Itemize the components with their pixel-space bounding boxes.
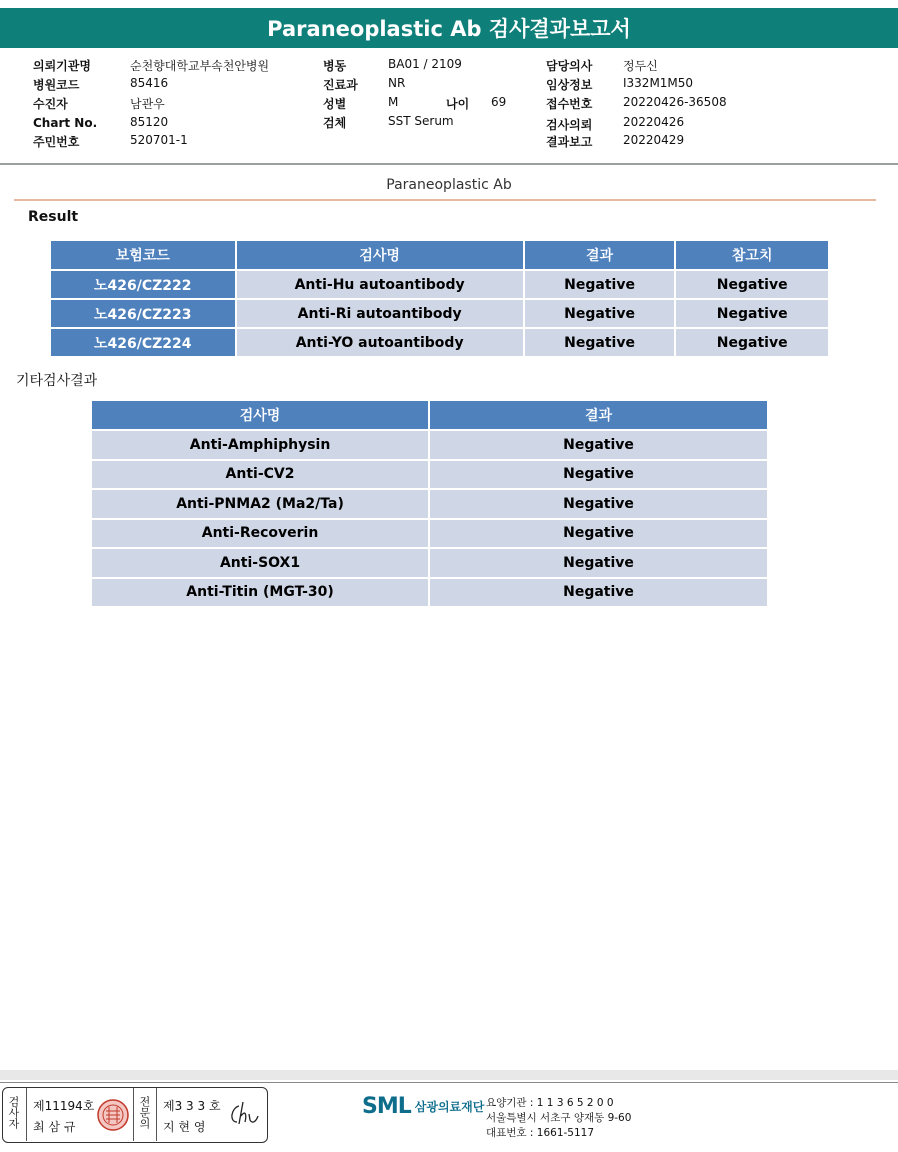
value-age: 69 [491, 95, 507, 109]
table-row [91, 519, 768, 549]
section-divider [14, 199, 876, 201]
cell-result: Negative [524, 270, 676, 299]
value-chart-no: 85120 [130, 115, 169, 129]
result-table [49, 239, 830, 358]
table-row [91, 489, 768, 519]
label-resident-no: 주민번호 [33, 135, 80, 149]
cell-test-name: Anti-SOX1 [91, 548, 429, 578]
label-ward: 병동 [323, 59, 347, 73]
value-report-date: 20220429 [623, 133, 685, 147]
header-result: 결과 [524, 240, 676, 270]
cell-test-name: Anti-CV2 [91, 460, 429, 490]
cell-result: Negative [429, 548, 768, 578]
cell-test-name: Anti-Amphiphysin [91, 430, 429, 460]
address: 서울특별시 서초구 양재동 9-60 [486, 1112, 632, 1124]
label-chart-no: Chart No. [33, 116, 98, 130]
logo-name: 삼광의료재단 [414, 1100, 485, 1114]
cell-test-name: Anti-Recoverin [91, 519, 429, 549]
label-receipt-no: 접수번호 [546, 97, 593, 111]
section-title: Paraneoplastic Ab [386, 177, 512, 193]
cell-code: 노426/CZ223 [50, 299, 236, 328]
value-hospital-code: 85416 [130, 76, 169, 90]
cell-test-name: Anti-Hu autoantibody [236, 270, 524, 299]
other-tests-table [90, 399, 769, 608]
value-patient: 남관우 [130, 97, 165, 111]
value-clinical-info: I332M1M50 [623, 76, 694, 90]
table-row [91, 578, 768, 608]
cell-result: Negative [429, 489, 768, 519]
label-institution: 의뢰기관명 [33, 59, 91, 73]
examiner-label: 검사자 [7, 1096, 20, 1129]
value-institution: 순천향대학교부속천안병원 [130, 59, 270, 73]
label-report-date: 결과보고 [546, 135, 593, 149]
institution-code: 요양기관 : 1 1 3 6 5 2 0 0 [486, 1097, 614, 1109]
label-clinical-info: 임상정보 [546, 78, 593, 92]
table-row [50, 328, 829, 357]
divider [0, 163, 898, 165]
phone: 대표번호 : 1661-5117 [486, 1127, 595, 1139]
seal-stamp-icon [96, 1098, 130, 1132]
footer-band [0, 1070, 898, 1080]
signature-icon [225, 1100, 261, 1130]
value-resident-no: 520701-1 [130, 133, 188, 147]
examiner-no: 제11194호 [33, 1099, 95, 1113]
cell-reference: Negative [675, 328, 829, 357]
cell-test-name: Anti-Ri autoantibody [236, 299, 524, 328]
table-row [91, 548, 768, 578]
patient-info [0, 0, 898, 160]
label-specimen: 검체 [323, 116, 347, 130]
table-row [50, 299, 829, 328]
cell-test-name: Anti-PNMA2 (Ma2/Ta) [91, 489, 429, 519]
header-insurance-code: 보험코드 [50, 240, 236, 270]
cell-result: Negative [429, 430, 768, 460]
cell-result: Negative [429, 460, 768, 490]
cell-result: Negative [429, 578, 768, 608]
table-row [91, 460, 768, 490]
specialist-name: 지 현 영 [163, 1120, 206, 1134]
label-request-date: 검사의뢰 [546, 118, 593, 132]
label-sex: 성별 [323, 97, 347, 111]
table-row [50, 270, 829, 299]
cell-code: 노426/CZ224 [50, 328, 236, 357]
table-row [91, 430, 768, 460]
table-header-row [50, 240, 829, 270]
specialist-label: 전문의 [138, 1096, 151, 1129]
cell-reference: Negative [675, 299, 829, 328]
label-patient: 수진자 [33, 97, 68, 111]
sml-logo [362, 1094, 484, 1119]
specialist-no: 제3 3 3 호 [163, 1099, 221, 1113]
value-department: NR [388, 76, 406, 90]
logo-mark: SML [362, 1094, 411, 1119]
footer-divider [0, 1082, 898, 1083]
result-heading: Result [28, 209, 79, 225]
label-department: 진료과 [323, 78, 358, 92]
header-reference: 참고치 [675, 240, 829, 270]
cell-result: Negative [524, 299, 676, 328]
value-doctor: 정두신 [623, 59, 658, 73]
cell-test-name: Anti-Titin (MGT-30) [91, 578, 429, 608]
cell-result: Negative [429, 519, 768, 549]
cell-test-name: Anti-YO autoantibody [236, 328, 524, 357]
value-ward: BA01 / 2109 [388, 57, 462, 71]
report-title: Paraneoplastic Ab 검사결과보고서 [0, 8, 898, 48]
label-age: 나이 [446, 97, 470, 111]
table-header-row [91, 400, 768, 430]
header-test-name: 검사명 [236, 240, 524, 270]
header-test-name: 검사명 [91, 400, 429, 430]
cell-reference: Negative [675, 270, 829, 299]
value-sex: M [388, 95, 399, 109]
examiner-name: 최 삼 규 [33, 1120, 76, 1134]
value-request-date: 20220426 [623, 115, 685, 129]
label-hospital-code: 병원코드 [33, 78, 80, 92]
value-receipt-no: 20220426-36508 [623, 95, 727, 109]
cell-code: 노426/CZ222 [50, 270, 236, 299]
value-specimen: SST Serum [388, 114, 454, 128]
signature-box [2, 1087, 268, 1143]
header-result: 결과 [429, 400, 768, 430]
label-doctor: 담당의사 [546, 59, 593, 73]
cell-result: Negative [524, 328, 676, 357]
contact-info [486, 1096, 631, 1141]
other-tests-heading: 기타검사결과 [16, 373, 98, 389]
